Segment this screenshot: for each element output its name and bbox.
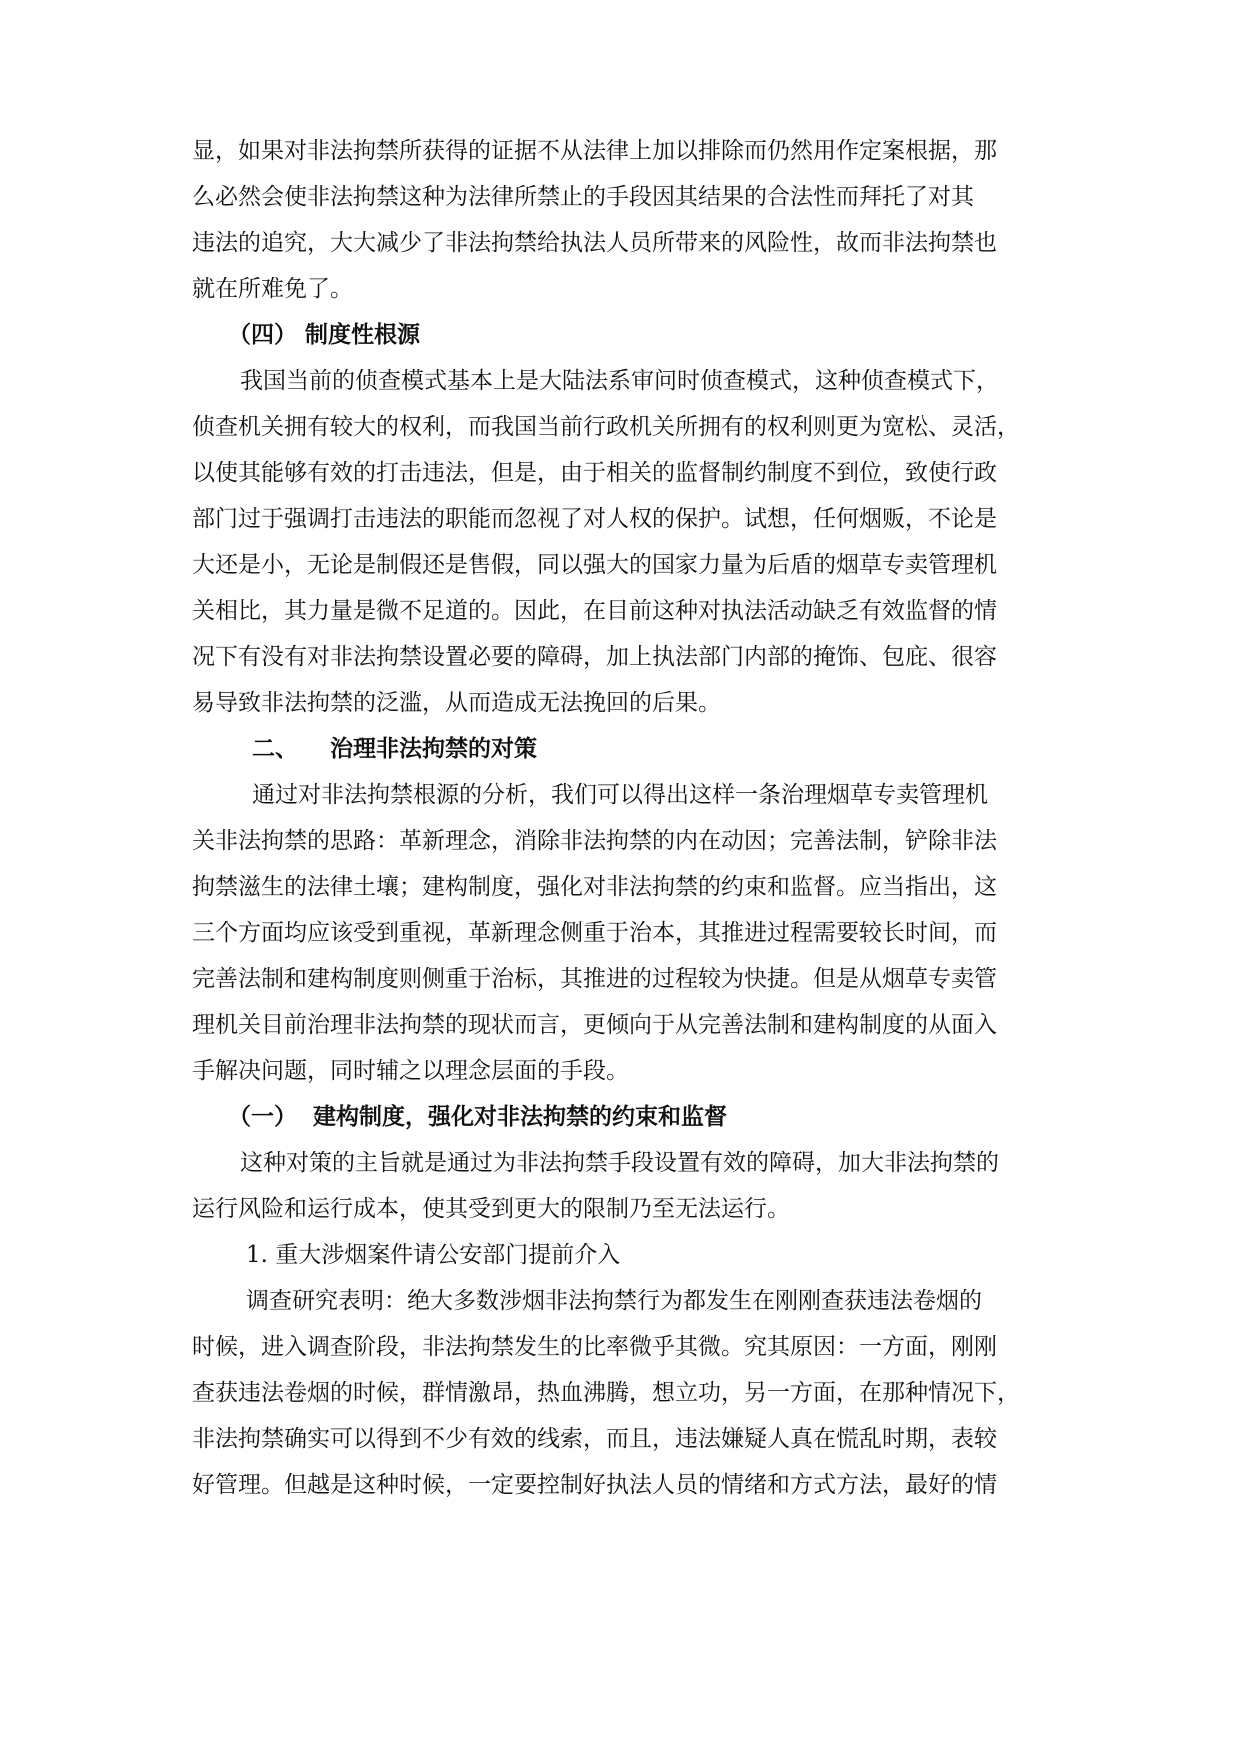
- paragraph-2-line-6: 关相比，其力量是微不足道的。因此，在目前这种对执法活动缺乏有效监督的情: [192, 598, 997, 624]
- paragraph-1-line-4: 就在所难免了。: [192, 276, 353, 302]
- section-heading-4: （四） 制度性根源: [228, 321, 421, 348]
- paragraph-3-line-2: 关非法拘禁的思路：革新理念，消除非法拘禁的内在动因；完善法制，铲除非法: [192, 828, 997, 854]
- paragraph-3-line-5: 完善法制和建构制度则侧重于治标，其推进的过程较为快捷。但是从烟草专卖管: [192, 966, 997, 992]
- paragraph-2-line-8: 易导致非法拘禁的泛滥，从而造成无法挽回的后果。: [192, 690, 721, 716]
- section-heading-1: （一） 建构制度，强化对非法拘禁的约束和监督: [228, 1103, 728, 1130]
- paragraph-5-line-3: 查获违法卷烟的时候，群情激昂，热血沸腾，想立功，另一方面，在那种情况下，: [192, 1380, 1020, 1406]
- paragraph-5-line-2: 时候，进入调查阶段，非法拘禁发生的比率微乎其微。究其原因：一方面，刚刚: [192, 1334, 997, 1360]
- paragraph-1-line-2: 么必然会使非法拘禁这种为法律所禁止的手段因其结果的合法性而拜托了对其: [192, 184, 974, 210]
- paragraph-2-line-7: 况下有没有对非法拘禁设置必要的障碍，加上执法部门内部的掩饰、包庇、很容: [192, 644, 997, 670]
- paragraph-5-line-1: 调查研究表明：绝大多数涉烟非法拘禁行为都发生在刚刚查获违法卷烟的: [246, 1288, 982, 1314]
- paragraph-5-line-4: 非法拘禁确实可以得到不少有效的线索，而且，违法嫌疑人真在慌乱时期，表较: [192, 1426, 997, 1452]
- paragraph-4-line-1: 这种对策的主旨就是通过为非法拘禁手段设置有效的障碍，加大非法拘禁的: [240, 1150, 999, 1176]
- subheading-1: 1. 重大涉烟案件请公安部门提前介入: [246, 1242, 621, 1268]
- section-heading-2: 二、 治理非法拘禁的对策: [252, 735, 538, 762]
- paragraph-1-line-1: 显，如果对非法拘禁所获得的证据不从法律上加以排除而仍然用作定案根据，那: [192, 138, 997, 164]
- paragraph-1-line-3: 违法的追究，大大减少了非法拘禁给执法人员所带来的风险性，故而非法拘禁也: [192, 230, 997, 256]
- paragraph-3-line-6: 理机关目前治理非法拘禁的现状而言，更倾向于从完善法制和建构制度的从面入: [192, 1012, 997, 1038]
- paragraph-4-line-2: 运行风险和运行成本，使其受到更大的限制乃至无法运行。: [192, 1196, 790, 1222]
- paragraph-3-line-1: 通过对非法拘禁根源的分析，我们可以得出这样一条治理烟草专卖管理机: [252, 782, 988, 808]
- paragraph-3-line-4: 三个方面均应该受到重视，革新理念侧重于治本，其推进过程需要较长时间，而: [192, 920, 997, 946]
- paragraph-2-line-1: 我国当前的侦查模式基本上是大陆法系审问时侦查模式，这种侦查模式下，: [240, 368, 999, 394]
- paragraph-2-line-5: 大还是小，无论是制假还是售假，同以强大的国家力量为后盾的烟草专卖管理机: [192, 552, 997, 578]
- paragraph-2-line-4: 部门过于强调打击违法的职能而忽视了对人权的保护。试想，任何烟贩，不论是: [192, 506, 997, 532]
- paragraph-3-line-7: 手解决问题，同时辅之以理念层面的手段。: [192, 1058, 629, 1084]
- paragraph-2-line-2: 侦查机关拥有较大的权利，而我国当前行政机关所拥有的权利则更为宽松、灵活，: [192, 414, 1020, 440]
- paragraph-5-line-5: 好管理。但越是这种时候，一定要控制好执法人员的情绪和方式方法，最好的情: [192, 1472, 997, 1498]
- paragraph-2-line-3: 以使其能够有效的打击违法，但是，由于相关的监督制约制度不到位，致使行政: [192, 460, 997, 486]
- paragraph-3-line-3: 拘禁滋生的法律土壤；建构制度，强化对非法拘禁的约束和监督。应当指出，这: [192, 874, 997, 900]
